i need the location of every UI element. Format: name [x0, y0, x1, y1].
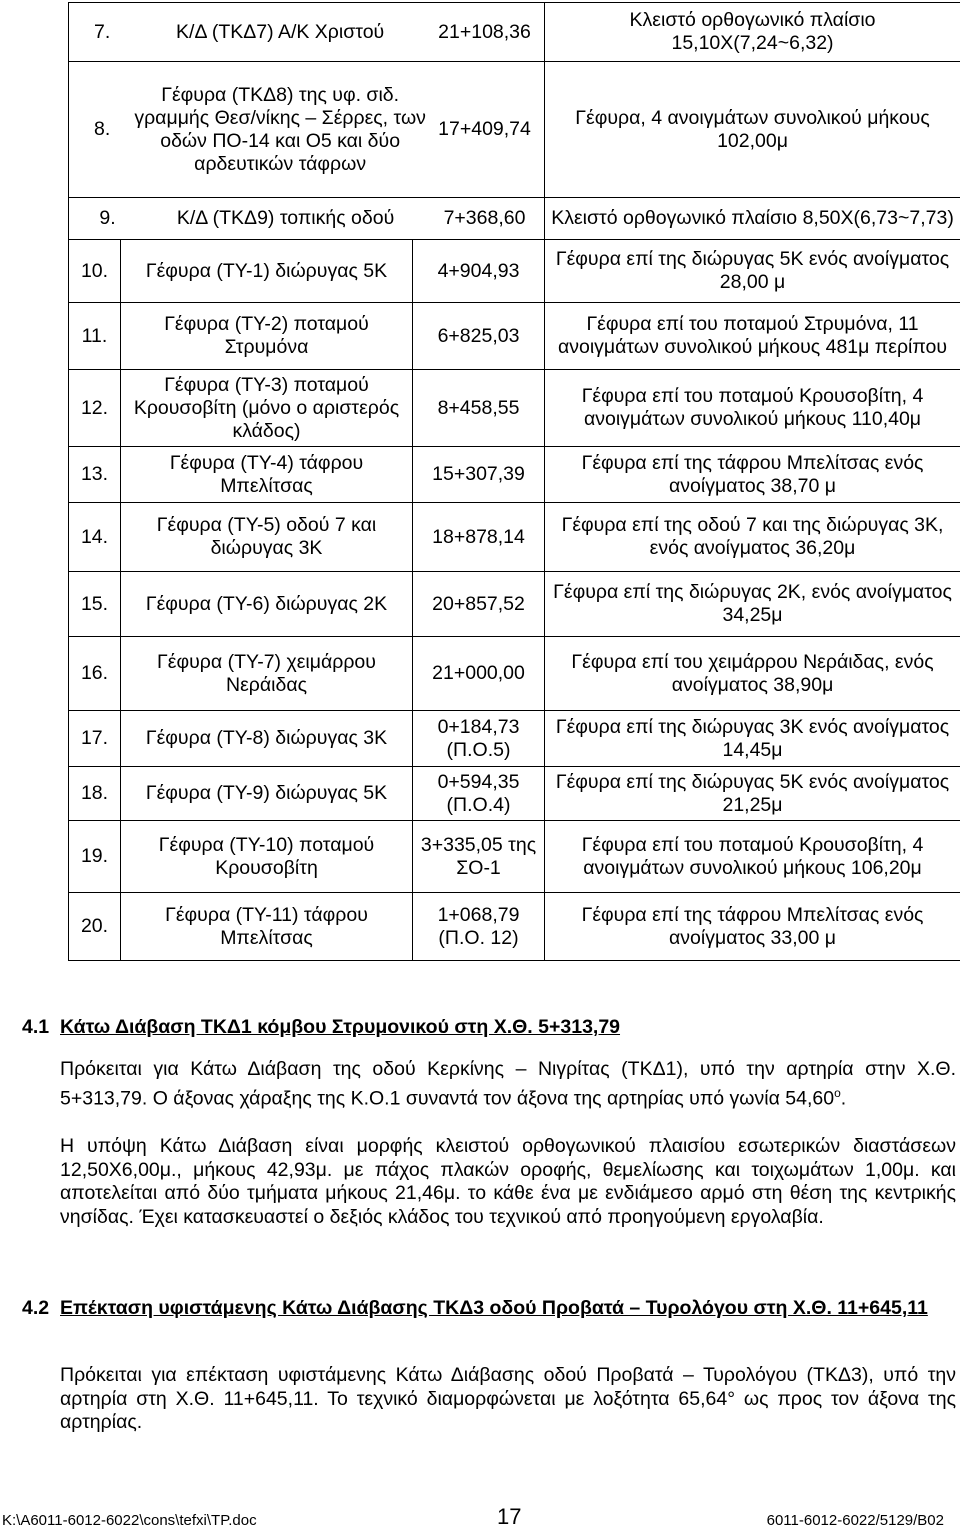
structure-description: Γέφυρα επί της οδού 7 και της διώρυγας 3Κ, ενός ανοίγματος 36,20μ [545, 503, 960, 572]
row-number: 11. [69, 303, 121, 370]
section-4-2-paragraph: Πρόκειται για επέκταση υφιστάμενης Κάτω Διάβασης οδού Προβατά – Τυρολόγου (ΤΚΔ3), υπό την αρτηρία στη Χ.Θ. 11+645,11. Το τεχνικό διαμορφώνεται με λοξότητα 65,64° ως προς τον άξονα της αρτηρίας. [60, 1364, 956, 1433]
structure-description: Γέφυρα, 4 ανοιγμάτων συνολικού μήκους 102,00μ [545, 62, 960, 198]
structure-description: Γέφυρα επί της τάφρου Μπελίτσας ενός ανοίγματος 38,70 μ [545, 447, 960, 503]
structure-name: Γέφυρα (ΤΥ-1) διώρυγας 5Κ [121, 240, 413, 303]
row-number: 19. [69, 821, 121, 893]
structure-description: Γέφυρα επί του ποταμού Στρυμόνα, 11 ανοιγμάτων συνολικού μήκους 481μ περίπου [545, 303, 960, 370]
bridges-table [68, 2, 960, 961]
footer-page-number: 17 [497, 1504, 522, 1529]
table-row [69, 303, 960, 370]
chainage: 17+409,74 [438, 118, 531, 140]
table-row [69, 572, 960, 637]
section-number: 4.2 [22, 1297, 50, 1319]
structure-name: Γέφυρα (ΤΥ-4) τάφρου Μπελίτσας [121, 447, 413, 503]
chainage: 4+904,93 [413, 240, 545, 303]
structure-name: Γέφυρα (ΤΚΔ8) της υφ. σιδ. γραμμής Θεσ/νίκης – Σέρρες, των οδών ΠΟ-14 και Ο5 και δύο αρδευτικών τάφρων [134, 83, 426, 175]
chainage: 15+307,39 [413, 447, 545, 503]
table-row [69, 3, 960, 62]
row-number: 10. [69, 240, 121, 303]
row-number: 20. [69, 893, 121, 961]
structure-name: Γέφυρα (ΤΥ-8) διώρυγας 3Κ [121, 711, 413, 767]
structure-name: Γέφυρα (ΤΥ-6) διώρυγας 2Κ [121, 572, 413, 637]
structure-description: Γέφυρα επί του χειμάρρου Νεράιδας, ενός ανοίγματος 38,90μ [545, 637, 960, 711]
structure-description: Κλειστό ορθογωνικό πλαίσιο 8,50Χ(6,73~7,73) [545, 198, 960, 240]
chainage: 0+184,73 (Π.Ο.5) [413, 711, 545, 767]
paragraph-end: . [840, 1087, 847, 1109]
structure-description: Γέφυρα επί της διώρυγας 5Κ ενός ανοίγματος 28,00 μ [545, 240, 960, 303]
footer-file-path: K:\A6011-6012-6022\cons\tefxi\TP.doc [2, 1512, 257, 1529]
chainage: 20+857,52 [413, 572, 545, 637]
row-number: 8. [94, 118, 111, 140]
row-number: 13. [69, 447, 121, 503]
chainage: 8+458,55 [413, 370, 545, 447]
structure-name: Γέφυρα (ΤΥ-3) ποταμού Κρουσοβίτη (μόνο ο αριστερός κλάδος) [121, 370, 413, 447]
merged-cell [69, 3, 545, 62]
row-number: 12. [69, 370, 121, 447]
section-4-2-heading [22, 1297, 958, 1320]
table-row [69, 711, 960, 767]
row-number: 18. [69, 767, 121, 821]
section-4-1-paragraph-1 [60, 1058, 956, 1111]
structure-description: Γέφυρα επί της διώρυγας 2Κ, ενός ανοίγματος 34,25μ [545, 572, 960, 637]
section-title: Κάτω Διάβαση ΤΚΔ1 κόμβου Στρυμονικού στη Χ.Θ. 5+313,79 [60, 1016, 621, 1038]
section-title: Επέκταση υφιστάμενης Κάτω Διάβασης ΤΚΔ3 οδού Προβατά – Τυρολόγου στη Χ.Θ. 11+645,11 [60, 1297, 928, 1319]
row-number: 7. [94, 20, 111, 43]
row-number: 14. [69, 503, 121, 572]
merged-cell [69, 62, 545, 198]
structure-name: Γέφυρα (ΤΥ-2) ποταμού Στρυμόνα [121, 303, 413, 370]
section-4-1-heading [22, 1016, 958, 1039]
row-number: 9. [99, 207, 116, 230]
table-row [69, 767, 960, 821]
degree-superscript: ο [834, 1085, 841, 1100]
structure-description: Κλειστό ορθογωνικό πλαίσιο 15,10Χ(7,24~6,32) [545, 3, 960, 62]
chainage: 3+335,05 της ΣΟ-1 [413, 821, 545, 893]
section-4-1-paragraph-2: Η υπόψη Κάτω Διάβαση είναι μορφής κλειστού ορθογωνικού πλαισίου εσωτερικών διαστάσεων 12,50Χ6,00μ., μήκους 42,93μ. με πάχος πλακών οροφής, θεμελίωσης και τοιχωμάτων 1,00μ. και αποτελείται από δύο τμήματα μήκους 21,46μ. το κάθε ένα με ενδιάμεσο αρμό στη θέση της κεντρικής νησίδας. Έχει κατασκευαστεί ο δεξιός κλάδος του τεχνικού από προηγούμενη εργολαβία. [60, 1135, 956, 1228]
structure-description: Γέφυρα επί του ποταμού Κρουσοβίτη, 4 ανοιγμάτων συνολικού μήκους 110,40μ [545, 370, 960, 447]
structure-name: Γέφυρα (ΤΥ-10) ποταμού Κρουσοβίτη [121, 821, 413, 893]
chainage: 21+000,00 [413, 637, 545, 711]
chainage: 21+108,36 [438, 20, 531, 43]
row-number: 15. [69, 572, 121, 637]
table-row [69, 370, 960, 447]
structure-name: Κ/Δ (ΤΚΔ9) τοπικής οδού [176, 207, 395, 230]
structure-name: Γέφυρα (ΤΥ-9) διώρυγας 5Κ [121, 767, 413, 821]
table-row [69, 503, 960, 572]
row-number: 16. [69, 637, 121, 711]
chainage: 1+068,79 (Π.Ο. 12) [413, 893, 545, 961]
chainage: 0+594,35 (Π.Ο.4) [413, 767, 545, 821]
table-row [69, 447, 960, 503]
footer-document-code: 6011-6012-6022/5129/B02 [766, 1512, 944, 1529]
table-row [69, 821, 960, 893]
merged-cell [69, 198, 545, 240]
structure-description: Γέφυρα επί του ποταμού Κρουσοβίτη, 4 ανοιγμάτων συνολικού μήκους 106,20μ [545, 821, 960, 893]
table-row [69, 637, 960, 711]
structure-name: Κ/Δ (ΤΚΔ7) Α/Κ Χριστού [176, 20, 385, 43]
structure-description: Γέφυρα επί της τάφρου Μπελίτσας ενός ανοίγματος 33,00 μ [545, 893, 960, 961]
structure-name: Γέφυρα (ΤΥ-11) τάφρου Μπελίτσας [121, 893, 413, 961]
table-row [69, 62, 960, 198]
row-number: 17. [69, 711, 121, 767]
chainage: 18+878,14 [413, 503, 545, 572]
structure-name: Γέφυρα (ΤΥ-5) οδού 7 και διώρυγας 3Κ [121, 503, 413, 572]
table-row [69, 198, 960, 240]
paragraph-text: Πρόκειται για Κάτω Διάβαση της οδού Κερκίνης – Νιγρίτας (ΤΚΔ1), υπό την αρτηρία στην Χ.Θ. 5+313,79. Ο άξονας χάραξης της Κ.Ο.1 συναντά τον άξονα της αρτηρίας υπό γωνία 54,60 [60, 1058, 956, 1109]
structure-name: Γέφυρα (ΤΥ-7) χειμάρρου Νεράιδας [121, 637, 413, 711]
table-row [69, 240, 960, 303]
structure-description: Γέφυρα επί της διώρυγας 5Κ ενός ανοίγματος 21,25μ [545, 767, 960, 821]
structure-description: Γέφυρα επί της διώρυγας 3Κ ενός ανοίγματος 14,45μ [545, 711, 960, 767]
table-row [69, 893, 960, 961]
chainage: 7+368,60 [443, 207, 526, 230]
section-number: 4.1 [22, 1016, 50, 1038]
chainage: 6+825,03 [413, 303, 545, 370]
